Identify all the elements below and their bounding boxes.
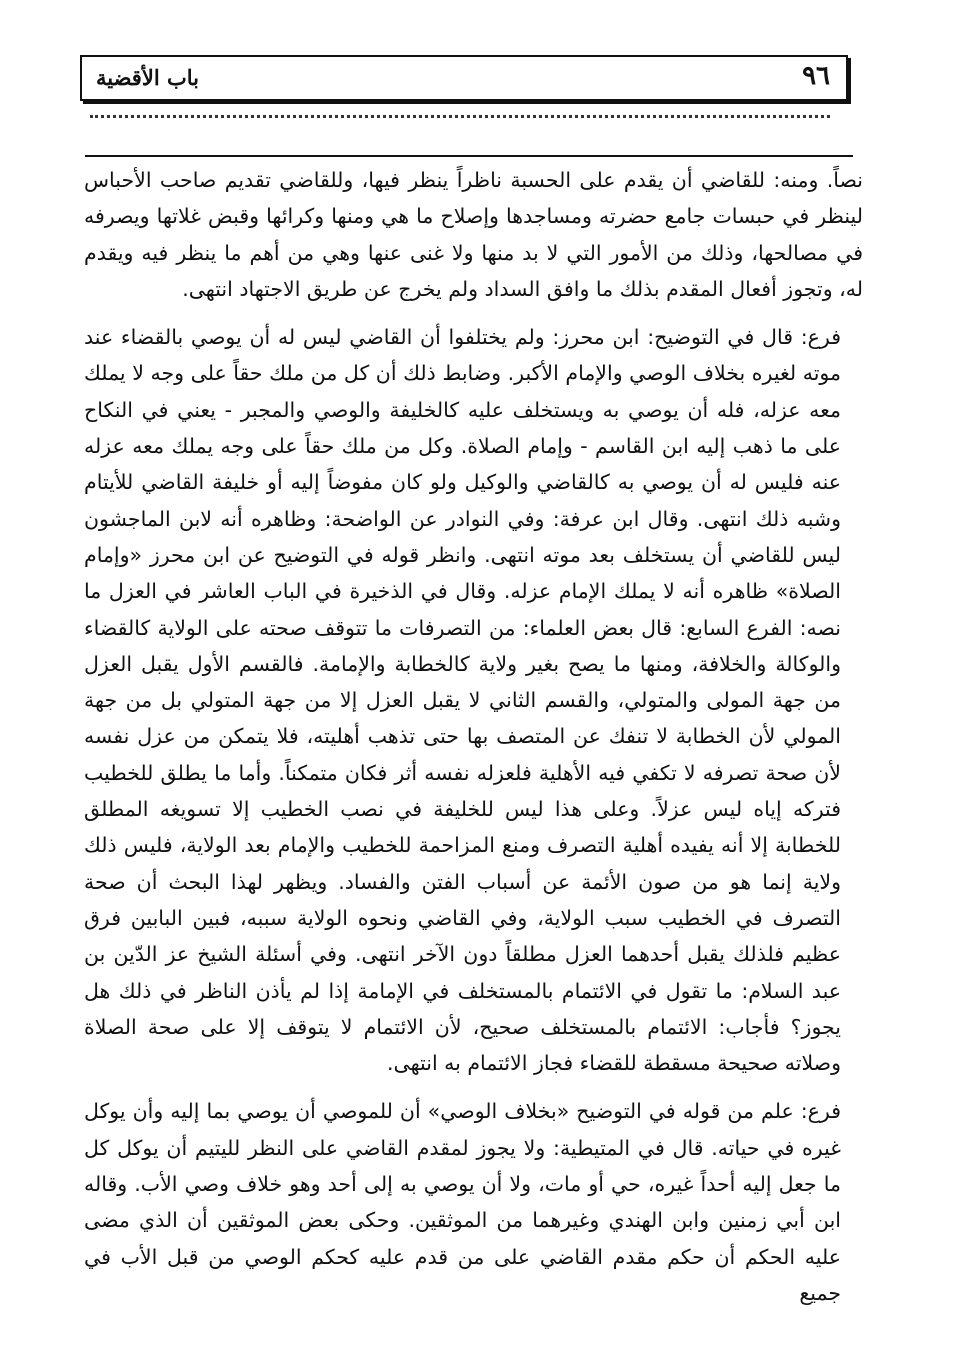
- header-rule: [85, 155, 853, 157]
- page-number: ٩٦: [802, 61, 830, 91]
- paragraph: فرع: قال في التوضيح: ابن محرز: ولم يختلفوا أن القاضي ليس له أن يوصي بالقضاء عند موته لغيره بخلاف الوصي والإمام الأكبر. وضابط ذلك أن كل من ملك حقاً على وجه لا يملك معه عزله، فله أن يوصي به ويستخلف عليه كالخليفة والوصي والمجبر - يعني في النكاح على ما ذهب إليه ابن القاسم - وإمام الصلاة. وكل من ملك حقاً على وجه يملك معه عزله عنه فليس له أن يوصي به كالقاضي والوكيل ولو كان مفوضاً إليه أو خليفة القاضي للأيتام وشبه ذلك انتهى. وقال ابن عرفة: وفي النوادر عن الواضحة: وظاهره أنه لابن الماجشون ليس للقاضي أن يستخلف بعد موته انتهى. وانظر قوله في التوضيح عن ابن محرز «وإمام الصلاة» ظاهره أنه لا يملك الإمام عزله. وقال في الذخيرة في الباب العاشر في العزل ما نصه: الفرع السابع: قال بعض العلماء: من التصرفات ما تتوقف صحته على الولاية كالقضاء والوكالة والخلافة، ومنها ما يصح بغير ولاية كالخطابة والإمامة. فالقسم الأول يقبل العزل من جهة المولى والمتولي، والقسم الثاني لا يقبل العزل إلا من جهة المتولي بل من جهة المولي لأن الخطابة لا تنفك عن المتصف بها حتى تذهب أهليته، فلا يتمكن من عزل نفسه لأن صحة تصرفه لا تكفي فيه الأهلية فلعزله نفسه أثر فكان متمكناً. وأما ما يطلق للخطيب فتركه إياه ليس عزلاً. وعلى هذا ليس للخليفة في نصب الخطيب إلا تسويغه المطلق للخطابة إلا أنه يفيده أهلية التصرف ومنع المزاحمة للخطيب والإمام بعد الولاية، فليس ذلك ولاية إنما هو من صون الأئمة عن أسباب الفتن والفساد. ويظهر لهذا البحث أن صحة التصرف في الخطيب سبب الولاية، وفي القاضي ونحوه الولاية سببه، فبين البابين فرق عظيم فلذلك يقبل أحدهما العزل مطلقاً دون الآخر انتهى. وفي أسئلة الشيخ عز الدّين بن عبد السلام: ما تقول في الائتمام بالمستخلف في الإمامة إذا لم يأذن الناظر في ذلك هل يجوز؟ فأجاب: الائتمام بالمستخلف صحيح، لأن الائتمام لا يتوقف إلا على صحة الصلاة وصلاته صحيحة مسقطة للقضاء فجاز الائتمام به انتهى.: [84, 325, 841, 1076]
- body-text: [84, 162, 863, 1311]
- paragraph: فرع: علم من قوله في التوضيح «بخلاف الوصي» أن للموصي أن يوصي بما إليه وأن يوكل غيره في حياته. قال في المتيطية: ولا يجوز لمقدم القاضي على النظر لليتيم أن يوكل كل ما جعل إليه أحداً غيره، حي أو مات، ولا أن يوصي به إلى أحد وهو خلاف وصي الأب. وقاله ابن أبي زمنين وابن الهندي وغيرهما من الموثقين. وحكى بعض الموثقين أن الذي مضى عليه الحكم أن حكم مقدم القاضي على من قدم عليه كحكم الوصي من قبل الأب في جميع: [84, 1099, 841, 1305]
- page-header: [80, 55, 848, 101]
- paragraph: نصاً. ومنه: للقاضي أن يقدم على الحسبة ناظراً ينظر فيها، وللقاضي تقديم صاحب الأحباس لينظر في حبسات جامع حضرته ومساجدها وإصلاح ما هي ومنها وكرائها وقبض غلاتها ويصرفه في مصالحها، وذلك من الأمور التي لا بد منها ولا غنى عنها وهي من أهم ما ينظر فيه ويقدم له، وتجوز أفعال المقدم بذلك ما وافق السداد ولم يخرج عن طريق الاجتهاد انتهى.: [84, 168, 863, 301]
- dotted-separator: [90, 115, 830, 122]
- chapter-title: باب الأقضية: [96, 65, 199, 90]
